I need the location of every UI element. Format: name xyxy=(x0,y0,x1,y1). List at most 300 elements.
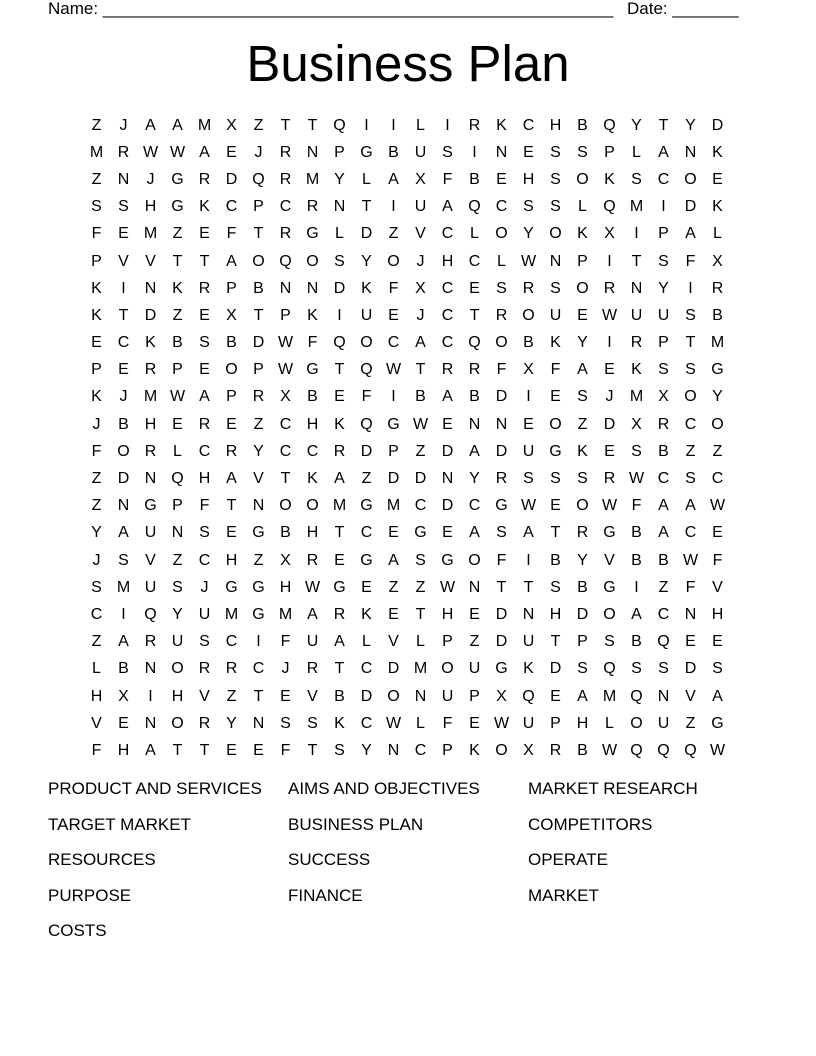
grid-letter: W xyxy=(601,306,618,324)
grid-letter: E xyxy=(280,687,291,705)
grid-letter: N xyxy=(333,198,346,216)
grid-letter: B xyxy=(577,741,588,759)
grid-letter: S xyxy=(91,578,102,596)
grid-letter: K xyxy=(172,279,183,297)
grid-letter: Q xyxy=(252,170,265,188)
grid-letter: Z xyxy=(685,442,696,460)
grid-letter: F xyxy=(280,741,291,759)
grid-letter: A xyxy=(469,524,480,542)
grid-letter: V xyxy=(307,687,318,705)
grid-letter: D xyxy=(549,660,562,678)
grid-letter: M xyxy=(224,605,239,623)
grid-letter: X xyxy=(496,687,507,705)
grid-letter: S xyxy=(550,470,561,488)
grid-letter: Q xyxy=(360,361,373,379)
grid-letter: S xyxy=(172,578,183,596)
grid-letter: S xyxy=(523,470,534,488)
grid-letter: K xyxy=(91,306,102,324)
grid-letter: P xyxy=(604,143,615,161)
grid-letter: P xyxy=(334,143,345,161)
grid-letter: S xyxy=(631,442,642,460)
grid-letter: U xyxy=(414,143,427,161)
grid-letter: O xyxy=(684,388,697,406)
grid-letter: E xyxy=(712,170,723,188)
grid-letter: W xyxy=(277,361,294,379)
grid-row xyxy=(83,166,733,193)
grid-letter: B xyxy=(577,116,588,134)
grid-letter: Y xyxy=(334,170,345,188)
grid-letter: F xyxy=(631,497,642,515)
grid-letter: K xyxy=(604,170,615,188)
grid-letter: G xyxy=(171,198,184,216)
grid-letter: L xyxy=(92,660,101,678)
grid-letter: M xyxy=(197,116,212,134)
grid-letter: C xyxy=(711,470,724,488)
grid-letter: T xyxy=(334,660,345,678)
grid-letter: Q xyxy=(171,470,184,488)
grid-letter: K xyxy=(91,388,102,406)
grid-letter: A xyxy=(388,551,399,569)
grid-letter: C xyxy=(279,415,292,433)
word-list-item: COMPETITORS xyxy=(528,814,653,834)
grid-letter: T xyxy=(469,306,480,324)
name-field-line: Name: ______________________________________________________ xyxy=(48,0,614,18)
grid-letter: L xyxy=(416,714,425,732)
grid-letter: L xyxy=(362,170,371,188)
grid-letter: F xyxy=(712,551,723,569)
grid-letter: A xyxy=(334,633,345,651)
grid-letter: Y xyxy=(577,334,588,352)
grid-letter: M xyxy=(332,497,347,515)
grid-letter: A xyxy=(631,605,642,623)
grid-letter: H xyxy=(117,741,130,759)
grid-letter: I xyxy=(634,225,639,243)
word-list-item: OPERATE xyxy=(528,850,608,870)
grid-letter: A xyxy=(658,143,669,161)
grid-letter: Y xyxy=(658,279,669,297)
grid-letter: R xyxy=(117,143,130,161)
grid-letter: R xyxy=(630,334,643,352)
grid-letter: Y xyxy=(685,116,696,134)
grid-letter: T xyxy=(550,633,561,651)
grid-letter: X xyxy=(118,687,129,705)
grid-letter: K xyxy=(361,279,372,297)
grid-letter: M xyxy=(629,388,644,406)
grid-letter: H xyxy=(144,198,157,216)
grid-letter: O xyxy=(711,415,724,433)
grid-letter: R xyxy=(468,116,481,134)
grid-letter: N xyxy=(522,605,535,623)
grid-letter: E xyxy=(604,442,615,460)
grid-letter: S xyxy=(496,524,507,542)
grid-letter: Q xyxy=(630,687,643,705)
grid-letter: B xyxy=(631,524,642,542)
grid-letter: I xyxy=(121,605,126,623)
grid-letter: Z xyxy=(415,442,426,460)
grid-letter: Q xyxy=(684,741,697,759)
grid-letter: E xyxy=(91,334,102,352)
grid-letter: X xyxy=(712,252,723,270)
grid-letter: D xyxy=(387,660,400,678)
grid-letter: G xyxy=(252,524,265,542)
grid-letter: L xyxy=(416,116,425,134)
grid-letter: S xyxy=(658,660,669,678)
grid-letter: I xyxy=(445,116,450,134)
grid-letter: Z xyxy=(361,470,372,488)
grid-letter: V xyxy=(685,687,696,705)
grid-letter: N xyxy=(144,660,157,678)
word-list-item: AIMS AND OBJECTIVES xyxy=(288,779,480,798)
grid-letter: D xyxy=(441,497,454,515)
grid-letter: X xyxy=(415,279,426,297)
grid-letter: G xyxy=(711,361,724,379)
grid-letter: L xyxy=(362,633,371,651)
grid-letter: Z xyxy=(226,687,237,705)
grid-letter: A xyxy=(712,687,723,705)
grid-letter: W xyxy=(520,497,537,515)
grid-letter: Z xyxy=(388,578,399,596)
word-list-item: PURPOSE xyxy=(48,885,132,905)
grid-letter: D xyxy=(252,334,265,352)
grid-letter: J xyxy=(92,415,101,433)
grid-letter: B xyxy=(118,660,129,678)
grid-letter: G xyxy=(225,578,238,596)
grid-letter: D xyxy=(225,170,238,188)
grid-letter: T xyxy=(280,470,291,488)
grid-letter: Y xyxy=(523,225,534,243)
grid-letter: I xyxy=(256,633,261,651)
grid-letter: U xyxy=(657,714,670,732)
grid-letter: R xyxy=(441,361,454,379)
grid-letter: S xyxy=(550,279,561,297)
grid-letter: O xyxy=(576,497,589,515)
grid-letter: N xyxy=(171,524,184,542)
grid-letter: T xyxy=(172,252,183,270)
grid-letter: Z xyxy=(712,442,723,460)
grid-letter: O xyxy=(603,605,616,623)
grid-letter: S xyxy=(280,714,291,732)
grid-letter: E xyxy=(118,714,129,732)
grid-letter: J xyxy=(146,170,155,188)
grid-letter: I xyxy=(364,116,369,134)
grid-letter: E xyxy=(523,415,534,433)
grid-letter: D xyxy=(117,470,130,488)
grid-letter: O xyxy=(225,361,238,379)
grid-letter: E xyxy=(469,605,480,623)
grid-letter: N xyxy=(684,143,697,161)
grid-letter: E xyxy=(334,551,345,569)
grid-letter: S xyxy=(496,279,507,297)
grid-letter: X xyxy=(631,415,642,433)
grid-letter: I xyxy=(607,334,612,352)
grid-letter: J xyxy=(200,578,209,596)
grid-letter: V xyxy=(118,252,129,270)
grid-letter: P xyxy=(253,361,264,379)
grid-letter: W xyxy=(169,388,186,406)
grid-letter: S xyxy=(685,306,696,324)
grid-letter: A xyxy=(658,524,669,542)
grid-letter: S xyxy=(550,143,561,161)
grid-letter: O xyxy=(549,415,562,433)
grid-letter: R xyxy=(306,198,319,216)
grid-letter: G xyxy=(333,578,346,596)
grid-letter: Z xyxy=(253,116,264,134)
grid-letter: Y xyxy=(577,551,588,569)
grid-row xyxy=(83,520,733,547)
grid-letter: Z xyxy=(415,578,426,596)
grid-letter: V xyxy=(199,687,210,705)
grid-letter: T xyxy=(361,198,372,216)
grid-letter: B xyxy=(523,334,534,352)
grid-letter: N xyxy=(414,687,427,705)
grid-letter: F xyxy=(199,497,210,515)
grid-letter: G xyxy=(306,225,319,243)
grid-letter: U xyxy=(441,687,454,705)
grid-letter: H xyxy=(441,605,454,623)
grid-letter: E xyxy=(712,524,723,542)
grid-letter: S xyxy=(199,524,210,542)
grid-letter: E xyxy=(172,415,183,433)
grid-letter: H xyxy=(198,470,211,488)
grid-letter: T xyxy=(118,306,129,324)
grid-letter: Z xyxy=(91,633,102,651)
grid-letter: S xyxy=(685,470,696,488)
grid-letter: J xyxy=(119,116,128,134)
grid-letter: C xyxy=(198,442,211,460)
grid-letter: U xyxy=(468,660,481,678)
grid-letter: A xyxy=(172,116,183,134)
grid-letter: R xyxy=(198,170,211,188)
grid-letter: R xyxy=(198,279,211,297)
grid-letter: O xyxy=(495,741,508,759)
grid-letter: G xyxy=(387,415,400,433)
grid-row xyxy=(83,601,733,628)
grid-letter: A xyxy=(469,442,480,460)
grid-letter: G xyxy=(144,497,157,515)
grid-letter: T xyxy=(523,578,534,596)
grid-letter: V xyxy=(145,551,156,569)
grid-letter: R xyxy=(144,442,157,460)
grid-row xyxy=(83,302,733,329)
grid-letter: B xyxy=(415,388,426,406)
grid-letter: C xyxy=(360,660,373,678)
grid-letter: Q xyxy=(333,334,346,352)
grid-letter: E xyxy=(577,306,588,324)
grid-letter: T xyxy=(172,741,183,759)
grid-letter: C xyxy=(684,524,697,542)
grid-letter: G xyxy=(171,170,184,188)
grid-letter: O xyxy=(441,660,454,678)
grid-letter: V xyxy=(91,714,102,732)
grid-letter: Y xyxy=(253,442,264,460)
grid-letter: E xyxy=(226,143,237,161)
grid-letter: K xyxy=(577,225,588,243)
grid-letter: W xyxy=(601,741,618,759)
grid-letter: B xyxy=(280,524,291,542)
grid-letter: H xyxy=(225,551,238,569)
grid-letter: B xyxy=(226,334,237,352)
grid-letter: E xyxy=(226,415,237,433)
grid-letter: R xyxy=(198,660,211,678)
grid-letter: R xyxy=(603,279,616,297)
word-list-item: FINANCE xyxy=(288,885,363,905)
grid-letter: O xyxy=(387,252,400,270)
grid-letter: Q xyxy=(279,252,292,270)
grid-letter: N xyxy=(495,415,508,433)
grid-letter: Z xyxy=(91,497,102,515)
grid-letter: K xyxy=(550,334,561,352)
grid-letter: A xyxy=(199,388,210,406)
grid-letter: P xyxy=(91,252,102,270)
grid-letter: E xyxy=(199,361,210,379)
grid-letter: S xyxy=(523,198,534,216)
grid-letter: C xyxy=(657,170,670,188)
grid-letter: I xyxy=(607,252,612,270)
grid-letter: K xyxy=(361,605,372,623)
grid-letter: B xyxy=(712,306,723,324)
grid-letter: S xyxy=(118,198,129,216)
grid-letter: N xyxy=(468,578,481,596)
grid-letter: K xyxy=(577,442,588,460)
grid-letter: C xyxy=(306,442,319,460)
grid-letter: D xyxy=(333,279,346,297)
grid-letter: U xyxy=(144,578,157,596)
grid-letter: E xyxy=(388,306,399,324)
grid-letter: N xyxy=(279,279,292,297)
grid-letter: D xyxy=(387,470,400,488)
grid-row xyxy=(83,411,733,438)
grid-letter: R xyxy=(225,660,238,678)
word-list-item: TARGET MARKET xyxy=(48,814,191,834)
grid-letter: S xyxy=(550,198,561,216)
grid-row xyxy=(83,357,733,384)
grid-letter: H xyxy=(144,415,157,433)
grid-letter: V xyxy=(388,633,399,651)
grid-letter: A xyxy=(685,497,696,515)
grid-letter: G xyxy=(549,442,562,460)
grid-letter: S xyxy=(334,252,345,270)
grid-letter: P xyxy=(442,741,453,759)
grid-letter: Z xyxy=(658,578,669,596)
grid-letter: V xyxy=(253,470,264,488)
grid-letter: W xyxy=(277,334,294,352)
grid-letter: B xyxy=(658,442,669,460)
grid-letter: C xyxy=(225,633,238,651)
grid-letter: U xyxy=(144,524,157,542)
grid-letter: D xyxy=(684,660,697,678)
grid-letter: T xyxy=(631,252,642,270)
grid-letter: M xyxy=(278,605,293,623)
grid-letter: K xyxy=(631,361,642,379)
grid-letter: N xyxy=(117,497,130,515)
grid-letter: X xyxy=(604,225,615,243)
grid-letter: R xyxy=(495,470,508,488)
grid-letter: D xyxy=(603,415,616,433)
grid-letter: R xyxy=(144,633,157,651)
grid-letter: T xyxy=(685,334,696,352)
grid-letter: A xyxy=(388,170,399,188)
grid-letter: A xyxy=(145,116,156,134)
grid-letter: S xyxy=(577,660,588,678)
grid-row xyxy=(83,465,733,492)
grid-letter: R xyxy=(657,415,670,433)
grid-letter: G xyxy=(495,497,508,515)
grid-letter: X xyxy=(280,551,291,569)
grid-letter: O xyxy=(360,334,373,352)
grid-letter: A xyxy=(442,388,453,406)
grid-letter: H xyxy=(441,252,454,270)
grid-letter: U xyxy=(522,633,535,651)
grid-letter: S xyxy=(307,714,318,732)
grid-letter: Q xyxy=(333,116,346,134)
grid-letter: T xyxy=(199,252,210,270)
grid-letter: S xyxy=(631,170,642,188)
grid-letter: R xyxy=(576,524,589,542)
grid-letter: I xyxy=(688,279,693,297)
grid-letter: S xyxy=(550,578,561,596)
grid-letter: K xyxy=(712,198,723,216)
grid-letter: E xyxy=(550,687,561,705)
grid-letter: R xyxy=(306,660,319,678)
grid-letter: Y xyxy=(226,714,237,732)
grid-letter: A xyxy=(199,143,210,161)
grid-letter: W xyxy=(169,143,186,161)
word-list-item: PRODUCT AND SERVICES xyxy=(48,779,262,798)
grid-letter: R xyxy=(279,225,292,243)
grid-letter: U xyxy=(522,442,535,460)
grid-letter: S xyxy=(199,633,210,651)
grid-letter: A xyxy=(577,687,588,705)
grid-letter: F xyxy=(685,578,696,596)
grid-letter: I xyxy=(121,279,126,297)
grid-row xyxy=(83,194,733,221)
grid-letter: F xyxy=(91,225,102,243)
grid-letter: L xyxy=(416,633,425,651)
grid-letter: Z xyxy=(91,170,102,188)
grid-letter: H xyxy=(576,714,589,732)
grid-letter: L xyxy=(470,225,479,243)
grid-letter: E xyxy=(550,388,561,406)
grid-letter: C xyxy=(468,252,481,270)
grid-letter: N xyxy=(441,470,454,488)
grid-letter: H xyxy=(306,415,319,433)
grid-letter: E xyxy=(712,633,723,651)
grid-row xyxy=(83,683,733,710)
grid-letter: B xyxy=(307,388,318,406)
grid-letter: P xyxy=(469,687,480,705)
grid-letter: Q xyxy=(468,198,481,216)
grid-letter: D xyxy=(144,306,157,324)
grid-letter: B xyxy=(469,388,480,406)
grid-letter: P xyxy=(91,361,102,379)
grid-letter: F xyxy=(91,442,102,460)
grid-letter: D xyxy=(711,116,724,134)
grid-letter: C xyxy=(657,470,670,488)
grid-letter: G xyxy=(252,578,265,596)
grid-letter: S xyxy=(550,170,561,188)
grid-letter: H xyxy=(522,170,535,188)
grid-letter: W xyxy=(601,497,618,515)
grid-letter: U xyxy=(549,306,562,324)
grid-letter: X xyxy=(658,388,669,406)
grid-letter: C xyxy=(441,279,454,297)
grid-letter: S xyxy=(199,334,210,352)
grid-letter: Q xyxy=(603,198,616,216)
grid-letter: O xyxy=(468,551,481,569)
grid-letter: R xyxy=(711,279,724,297)
grid-letter: M xyxy=(629,198,644,216)
grid-letter: N xyxy=(684,605,697,623)
